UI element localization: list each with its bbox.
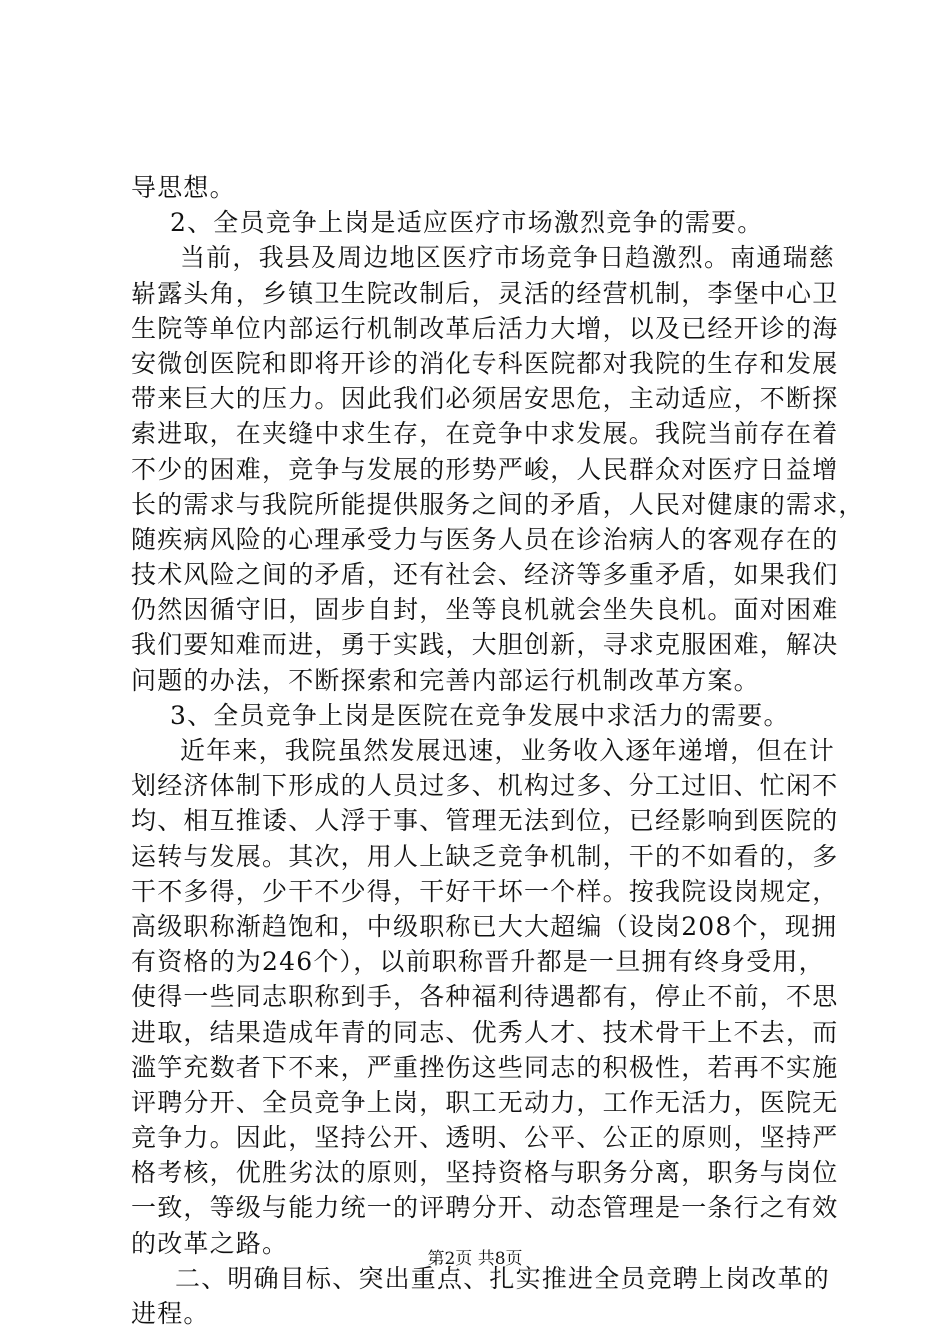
text-line: 进程。 — [131, 1299, 210, 1328]
document-body — [131, 170, 865, 1331]
text-line: 崭露头角，乡镇卫生院改制后，灵活的经营机制，李堡中心卫 — [131, 278, 839, 308]
text-line: 评聘分开、全员竞争上岗，职工无动力，工作无活力，医院无 — [131, 1087, 839, 1117]
text-line: 安微创医院和即将开诊的消化专科医院都对我院的生存和发展 — [131, 348, 839, 378]
text-line: 高级职称渐趋饱和，中级职称已大大超编（设岗208个，现拥 — [131, 911, 838, 941]
text-line: 技术风险之间的矛盾，还有社会、经济等多重矛盾，如果我们 — [131, 560, 839, 590]
text-line: 的改革之路。 — [131, 1228, 289, 1258]
text-line: 当前，我县及周边地区医疗市场竞争日趋激烈。南通瑞慈 — [180, 243, 836, 273]
text-line: 随疾病风险的心理承受力与医务人员在诊治病人的客观存在的 — [131, 524, 839, 554]
text-line: 有资格的为246个），以前职称晋升都是一旦拥有终身受用， — [131, 947, 825, 977]
text-line: 竞争力。因此，坚持公开、透明、公平、公正的原则，坚持严 — [131, 1123, 839, 1153]
text-line: 问题的办法，不断探索和完善内部运行机制改革方案。 — [131, 665, 760, 695]
text-line: 划经济体制下形成的人员过多、机构过多、分工过旧、忙闲不 — [131, 771, 839, 801]
section-heading-main: 二、明确目标、突出重点、扎实推进全员竞聘上岗改革的 — [175, 1263, 831, 1293]
text-line: 仍然因循守旧，固步自封，坐等良机就会坐失良机。面对困难 — [131, 595, 839, 625]
text-line: 长的需求与我院所能提供服务之间的矛盾，人民对健康的需求， — [131, 489, 865, 519]
section-heading-3: 3、全员竞争上岗是医院在竞争发展中求活力的需要。 — [170, 700, 790, 730]
text-line: 滥竽充数者下不来，严重挫伤这些同志的积极性，若再不实施 — [131, 1052, 839, 1082]
text-line: 不少的困难，竞争与发展的形势严峻，人民群众对医疗日益增 — [131, 454, 839, 484]
text-line: 生院等单位内部运行机制改革后活力大增，以及已经开诊的海 — [131, 313, 839, 343]
section-heading-2: 2、全员竞争上岗是适应医疗市场激烈竞争的需要。 — [170, 208, 764, 238]
text-line: 使得一些同志职称到手，各种福利待遇都有，停止不前，不思 — [131, 982, 839, 1012]
text-line: 格考核，优胜劣汰的原则，坚持资格与职务分离，职务与岗位 — [131, 1158, 839, 1188]
text-line: 导思想。 — [131, 173, 236, 202]
text-line: 运转与发展。其次，用人上缺乏竞争机制，干的不如看的，多 — [131, 841, 839, 871]
text-line: 近年来，我院虽然发展迅速，业务收入逐年递增，但在计 — [180, 736, 836, 765]
text-line: 我们要知难而进，勇于实践，大胆创新，寻求克服困难，解决 — [131, 630, 839, 660]
text-line: 索进取，在夹缝中求生存，在竞争中求发展。我院当前存在着 — [131, 419, 839, 449]
text-line: 一致，等级与能力统一的评聘分开、动态管理是一条行之有效 — [131, 1193, 839, 1223]
text-line: 带来巨大的压力。因此我们必须居安思危，主动适应，不断探 — [131, 384, 839, 414]
text-line: 进取，结果造成年青的同志、优秀人才、技术骨干上不去，而 — [131, 1017, 839, 1047]
text-line: 干不多得，少干不少得，干好干坏一个样。按我院设岗规定， — [131, 876, 839, 906]
text-line: 均、相互推诿、人浮于事、管理无法到位，已经影响到医院的 — [131, 806, 839, 836]
page-number-indicator: 第2页 共8页 — [427, 1249, 523, 1269]
page-footer — [0, 1244, 950, 1269]
